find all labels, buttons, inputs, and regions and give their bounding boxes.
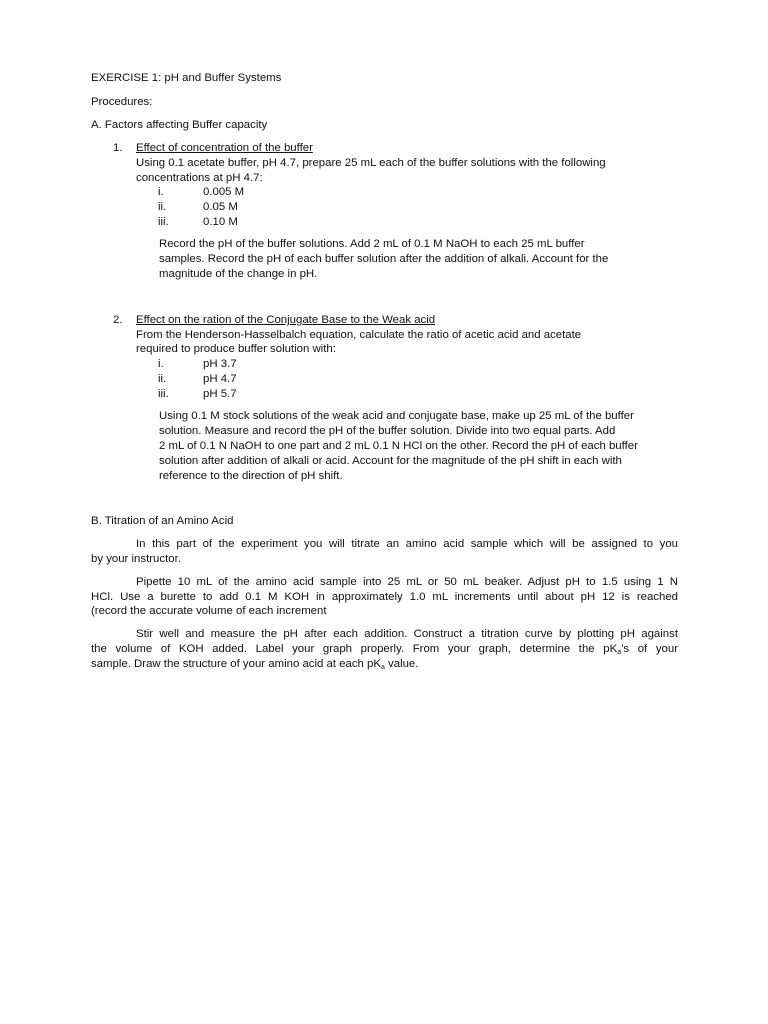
concentration-value: 0.005 M bbox=[203, 186, 245, 198]
section-b-para-line: Stir well and measure the pH after each addition. Construct a titration curve by plotting pH against bbox=[136, 628, 678, 640]
ph-value: pH 3.7 bbox=[203, 358, 237, 370]
item2-para-line: Using 0.1 M stock solutions of the weak acid and conjugate base, make up 25 mL of the buffer bbox=[159, 410, 634, 422]
procedures-label: Procedures: bbox=[91, 96, 153, 108]
exercise-title: EXERCISE 1: pH and Buffer Systems bbox=[91, 72, 282, 84]
list-roman: i. bbox=[158, 186, 164, 198]
item2-para-line: 2 mL of 0.1 N NaOH to one part and 2 mL 0.1 N HCl on the other. Record the pH of each buffer bbox=[159, 440, 638, 452]
item2-number: 2. bbox=[113, 314, 123, 326]
item2-text-line: From the Henderson-Hasselbalch equation, calculate the ratio of acetic acid and acetate bbox=[136, 329, 582, 341]
section-b-para-line: Pipette 10 mL of the amino acid sample into 25 mL or 50 mL beaker. Adjust pH to 1.5 using 1 N bbox=[136, 576, 678, 588]
concentration-value: 0.05 M bbox=[203, 201, 238, 213]
section-a-heading: A. Factors affecting Buffer capacity bbox=[91, 119, 268, 131]
section-b-heading: B. Titration of an Amino Acid bbox=[91, 515, 234, 527]
section-b-para-line: sample. Draw the structure of your amino acid at each $pK_a$ value. bbox=[91, 658, 419, 671]
list-roman: iii. bbox=[158, 388, 169, 400]
item2-text-line: required to produce buffer solution with: bbox=[136, 343, 336, 355]
item2-para-line: solution. Measure and record the pH of the buffer solution. Divide into two equal parts. Add bbox=[159, 425, 616, 437]
item1-text-line: concentrations at pH 4.7: bbox=[136, 172, 263, 184]
ph-value: pH 4.7 bbox=[203, 373, 237, 385]
section-b-para-line: the volume of KOH added. Label your graph properly. From your graph, determine the $pK_a’s$ of your bbox=[91, 643, 678, 656]
section-b-para-line: (record the accurate volume of each increment bbox=[91, 605, 327, 617]
item2-para-line: solution after addition of alkali or acid. Account for the magnitude of the pH shift in each with bbox=[159, 455, 622, 467]
item2-para-line: reference to the direction of pH shift. bbox=[159, 470, 343, 482]
item1-para-line: magnitude of the change in pH. bbox=[159, 268, 318, 280]
item1-number: 1. bbox=[113, 142, 123, 154]
item1-title: Effect of concentration of the buffer bbox=[136, 142, 313, 154]
item1-para-line: Record the pH of the buffer solutions. Add 2 mL of 0.1 M NaOH to each 25 mL buffer bbox=[159, 238, 585, 250]
list-roman: i. bbox=[158, 358, 164, 370]
concentration-value: 0.10 M bbox=[203, 216, 238, 228]
list-roman: ii. bbox=[158, 373, 167, 385]
section-b-para-line: HCl. Use a burette to add 0.1 M KOH in approximately 1.0 mL increments until about pH 12 is reached bbox=[91, 591, 678, 603]
ph-value: pH 5.7 bbox=[203, 388, 237, 400]
item1-para-line: samples. Record the pH of each buffer solution after the addition of alkali. Account for the bbox=[159, 253, 609, 265]
list-roman: ii. bbox=[158, 201, 167, 213]
section-b-para-line: In this part of the experiment you will titrate an amino acid sample which will be assigned to you bbox=[136, 538, 678, 550]
section-b-para-line: by your instructor. bbox=[91, 553, 181, 565]
list-roman: iii. bbox=[158, 216, 169, 228]
item2-title: Effect on the ration of the Conjugate Base to the Weak acid bbox=[136, 314, 436, 326]
item1-text-line: Using 0.1 acetate buffer, pH 4.7, prepare 25 mL each of the buffer solutions with the following bbox=[136, 157, 606, 169]
